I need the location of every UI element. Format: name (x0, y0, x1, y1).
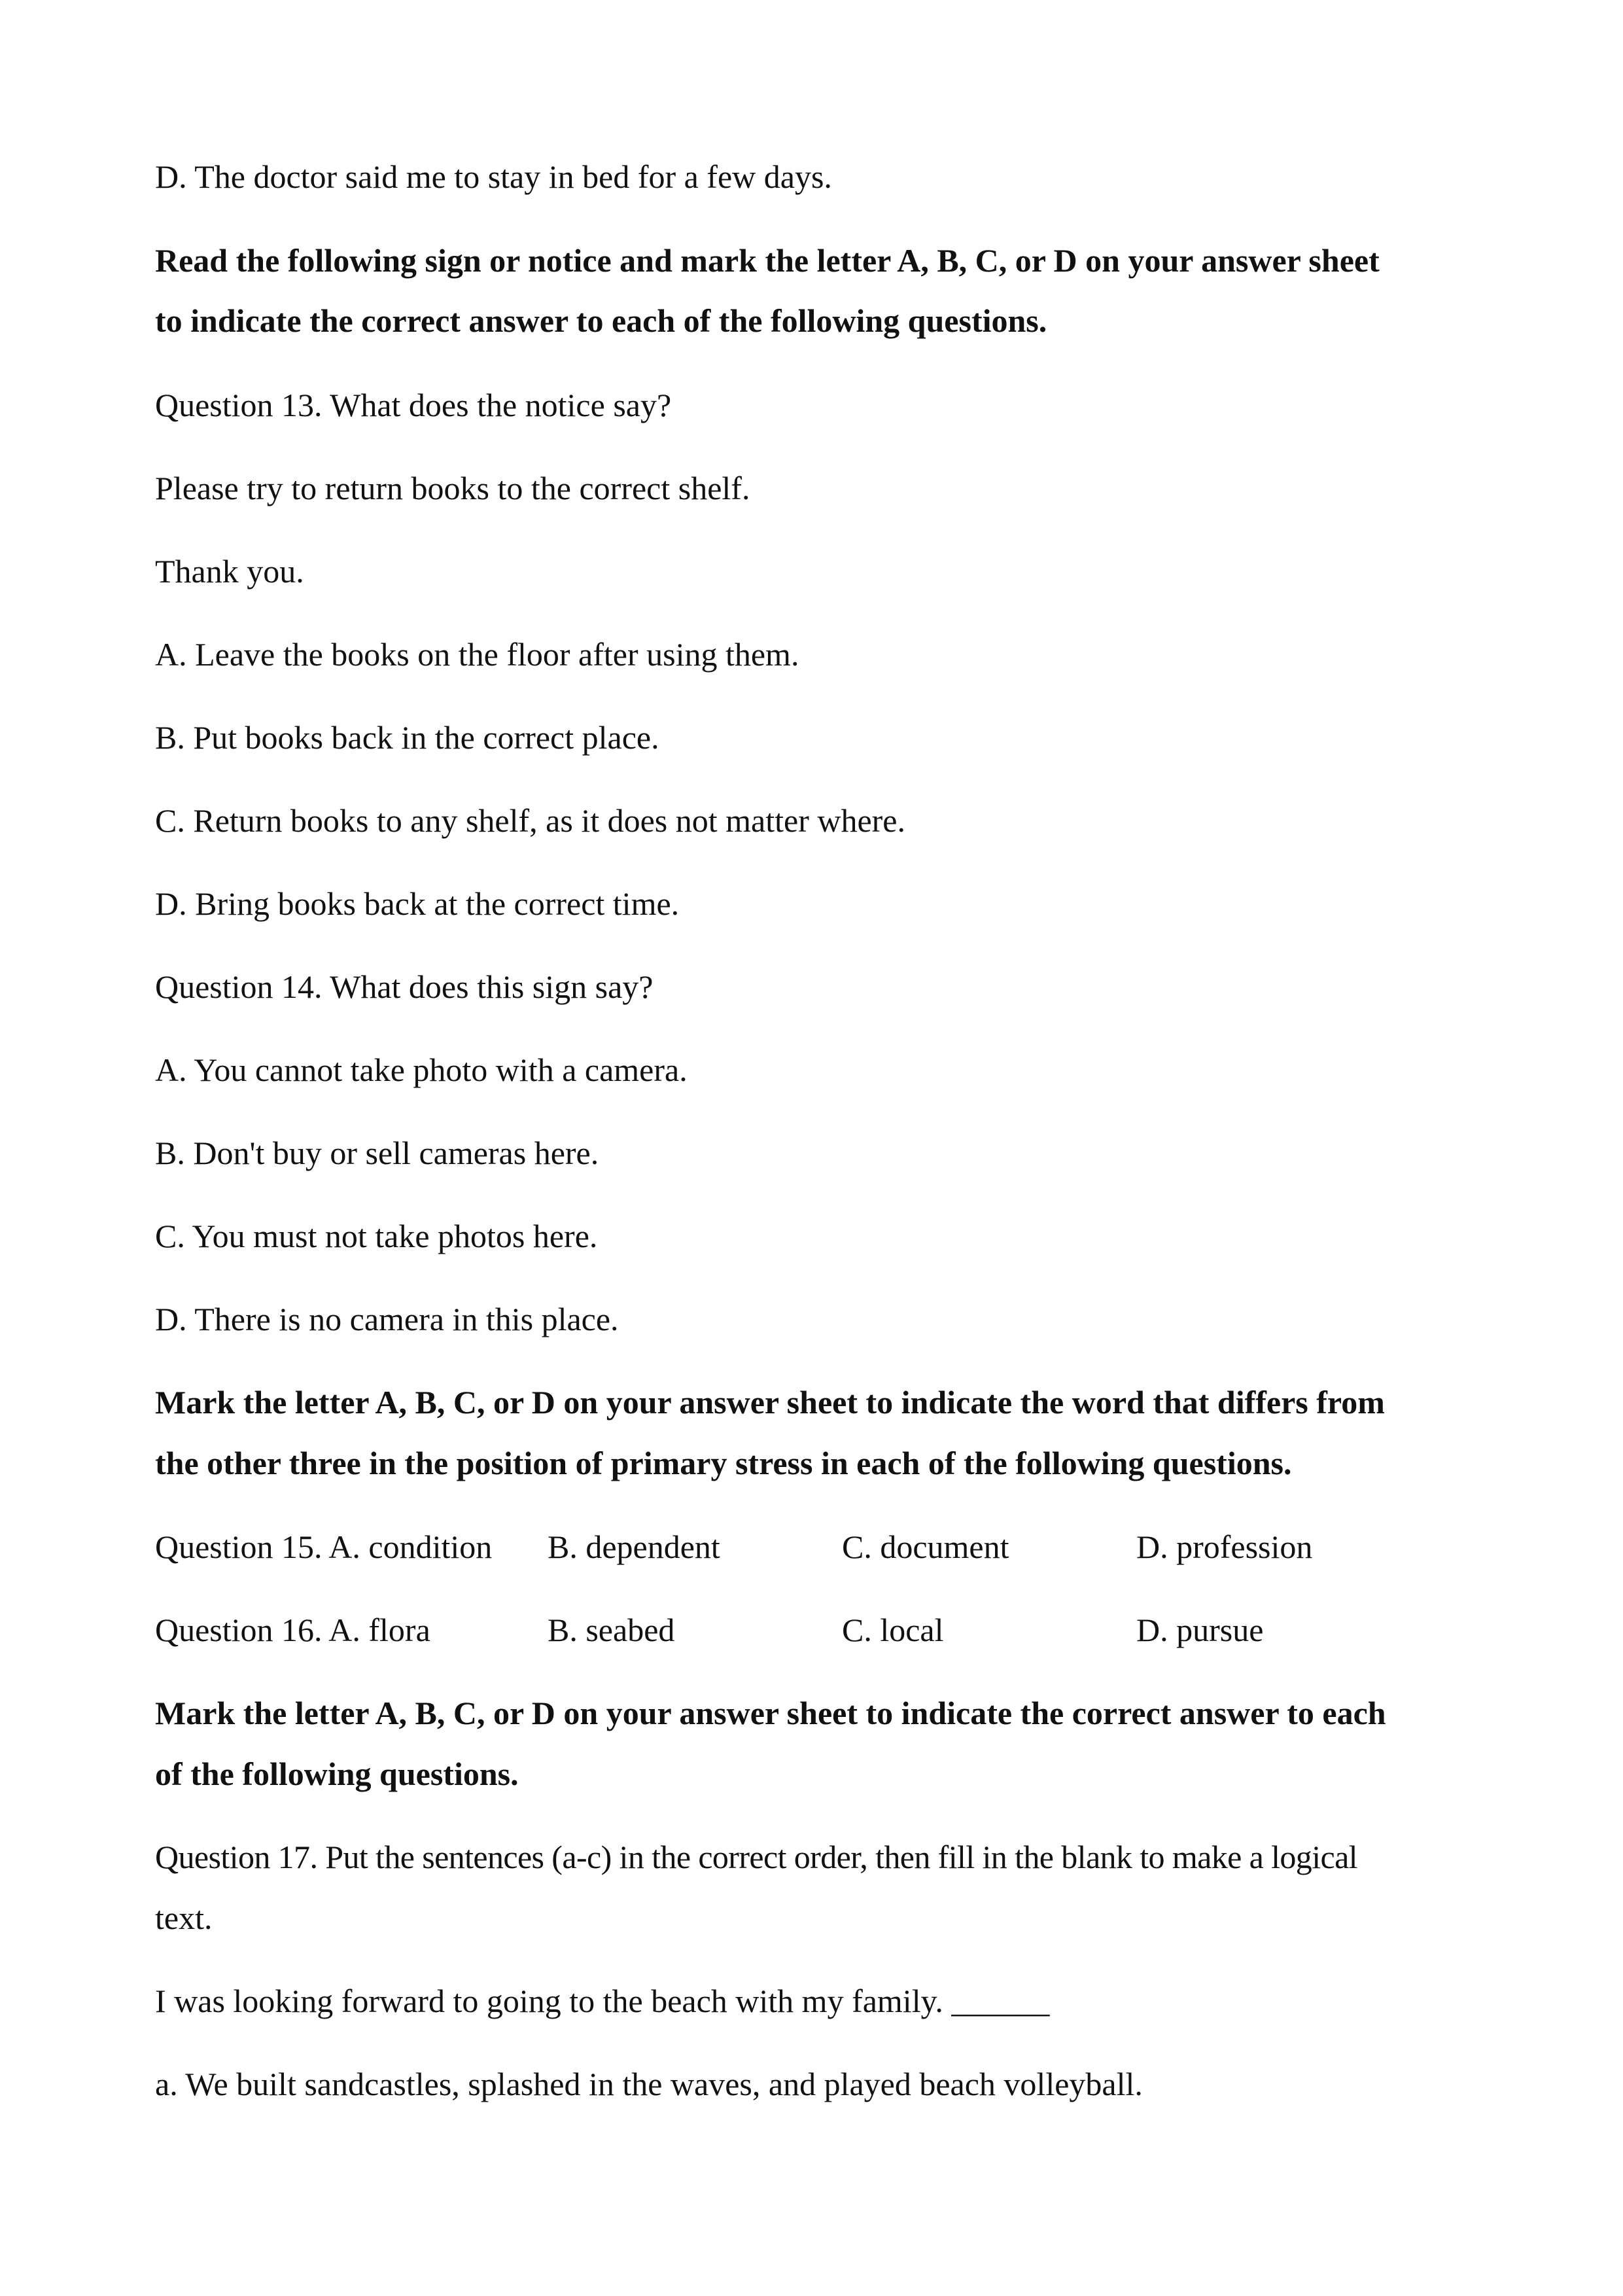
question-15-option-a: Question 15. A. condition (155, 1528, 493, 1565)
option-d-q12: D. The doctor said me to stay in bed for a few days. (155, 158, 832, 195)
instruction-stress-line-2: the other three in the position of primary stress in each of the following questions. (155, 1445, 1292, 1481)
q13-option-b: B. Put books back in the correct place. (155, 719, 659, 756)
q14-option-b: B. Don't buy or sell cameras here. (155, 1135, 599, 1171)
question-16-option-c: C. local (842, 1612, 944, 1648)
q13-option-c: C. Return books to any shelf, as it does not matter where. (155, 802, 905, 839)
question-14: Question 14. What does this sign say? (155, 968, 654, 1005)
q17-sentence-a: a. We built sandcastles, splashed in the waves, and played beach volleyball. (155, 2066, 1143, 2102)
q14-option-d: D. There is no camera in this place. (155, 1301, 619, 1337)
instruction-answer-line-1: Mark the letter A, B, C, or D on your answer sheet to indicate the correct answer to each (155, 1695, 1386, 1731)
question-15-option-b: B. dependent (548, 1528, 720, 1565)
q17-intro-sentence: I was looking forward to going to the beach with my family. ______ (155, 1983, 1050, 2019)
notice-text: Please try to return books to the correct shelf. (155, 470, 750, 506)
q14-option-c: C. You must not take photos here. (155, 1218, 598, 1254)
instruction-answer-line-2: of the following questions. (155, 1756, 519, 1792)
question-13: Question 13. What does the notice say? (155, 387, 672, 423)
question-17-line-2: text. (155, 1899, 213, 1936)
instruction-sign-line-2: to indicate the correct answer to each of the following questions. (155, 302, 1047, 339)
question-16-option-d: D. pursue (1136, 1612, 1264, 1648)
q13-option-d: D. Bring books back at the correct time. (155, 885, 680, 922)
q14-option-a: A. You cannot take photo with a camera. (155, 1051, 688, 1088)
instruction-stress-line-1: Mark the letter A, B, C, or D on your answer sheet to indicate the word that differs from (155, 1384, 1385, 1421)
notice-thanks: Thank you. (155, 553, 304, 590)
instruction-sign-line-1: Read the following sign or notice and mark the letter A, B, C, or D on your answer sheet (155, 242, 1380, 279)
question-16-option-b: B. seabed (548, 1612, 675, 1648)
question-17-line-1: Question 17. Put the sentences (a-c) in the correct order, then fill in the blank to make a logical (155, 1839, 1357, 1875)
question-15-option-c: C. document (842, 1528, 1009, 1565)
question-16-option-a: Question 16. A. flora (155, 1612, 430, 1648)
question-15-option-d: D. profession (1136, 1528, 1313, 1565)
q13-option-a: A. Leave the books on the floor after using them. (155, 636, 799, 673)
